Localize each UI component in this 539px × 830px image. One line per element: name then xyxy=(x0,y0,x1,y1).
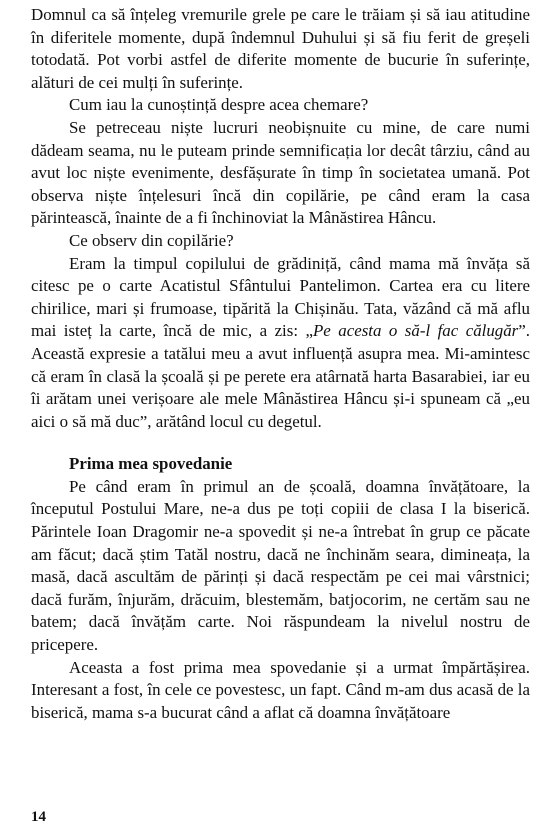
paragraph-communion: Aceasta a fost prima mea spovedanie și a urmat împărtășirea. Interesant a fost, în cele ce povestesc, un fapt. Când m-am dus acasă de la biserică, mama s-a bucurat când a aflat că doamna învățătoare xyxy=(31,657,530,722)
section-heading: Prima mea spovedanie xyxy=(69,454,233,474)
paragraph-continued: Domnul ca să înțeleg vremurile grele pe care le trăiam și să iau atitudine în diferitele momente, după îndemnul Duhului și să fiu ferit de greșeli totodată. Pot vorbi astfel de diferite momente de bucurie în suferințe, alături de cei mulți în suferințe. xyxy=(31,5,530,92)
section-gap xyxy=(31,433,530,453)
father-quote: Pe acesta o să-l fac călugăr xyxy=(312,321,519,341)
paragraph-question-childhood: Ce observ din copilărie? xyxy=(69,230,234,250)
paragraph-first-confession: Pe când eram în primul an de școală, doamna învățătoare, la începutul Postului Mare, ne-a dus pe toți copiii de clasa I la biserică. Părintele Ioan Dragomir ne-a spovedit și ne-a întrebat în grup ce păcate am făcut; dacă știm Tatăl nostru, dacă ne închinăm seara, dimineața, la masă, dacă ascultăm de părinți și dacă respectăm pe cei mai vârstnici; dacă furăm, înjurăm, drăcuim, blestemăm, batjocorim, ne certăm sau ne batem; dacă învățăm carte. Noi răspundeam la nivelul nostru de pricepere. xyxy=(31,476,530,655)
paragraph-question-calling: Cum iau la cunoștință despre acea chemare? xyxy=(69,95,369,115)
paragraph-childhood-start: Eram la timpul copilului de grădiniță, când mama mă învăța să citesc pe o carte Acatistul Sfântului Pantelimon. Cartea era cu litere chirilice, mari și frumoase, tipărită la Chișinău. Tata, văzând că mă aflu mai isteț la carte, încă de mic, a zis: „ xyxy=(31,253,530,341)
paragraph-childhood xyxy=(31,253,530,434)
page-number: 14 xyxy=(31,809,46,825)
page-body xyxy=(31,4,530,724)
paragraph-childhood-end: ”. Această expresie a tatălui meu a avut influență asupra mea. Mi-amintesc că eram în clasă la școală și pe perete era atârnată harta Basarabiei, iar eu îi arătam unei verișoare ale mele Mânăstirea Hâncu și-i spuneam că „eu aici o să mă duc”, arătând locul cu degetul. xyxy=(31,321,530,431)
paragraph-unusual-things: Se petreceau niște lucruri neobișnuite cu mine, de care numi dădeam seama, nu le puteam prinde semnificația lor decât târziu, când au avut loc niște evenimente, desfășurate în timp în societatea umană. Pot observa niște înțelesuri încă din copilărie, pe când eram la casa părintească, înainte de a fi închinoviat la Mânăstirea Hâncu. xyxy=(31,117,530,228)
